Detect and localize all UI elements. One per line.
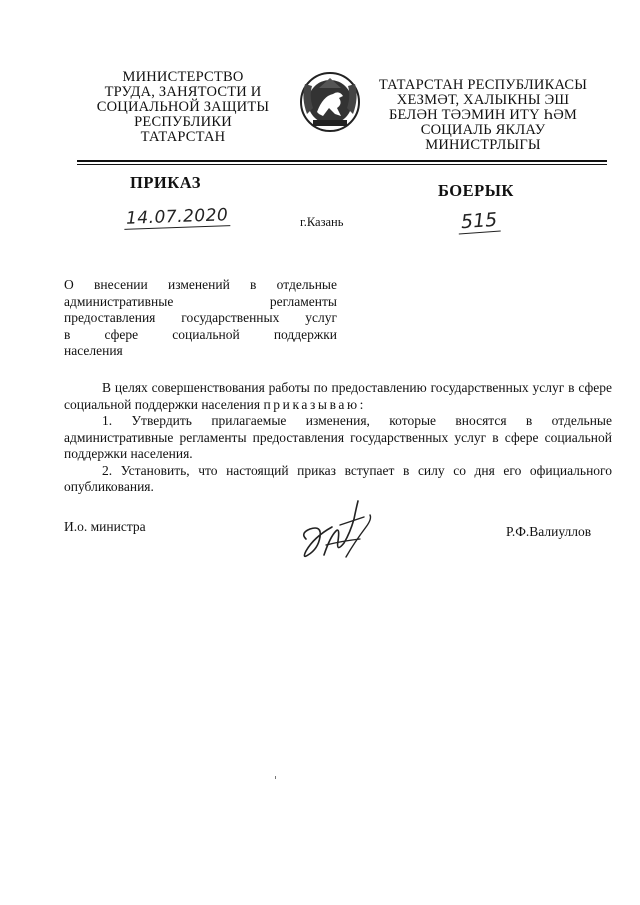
order-body bbox=[64, 380, 612, 496]
ministry-name-tatar bbox=[372, 78, 594, 153]
order-subject bbox=[64, 277, 337, 360]
order-keyword: приказываю: bbox=[263, 396, 367, 412]
ministry-name-line: БЕЛӘН ТӘЭМИН ИТҮ ҺӘМ bbox=[389, 107, 577, 123]
ministry-name-line: ТАТАРСТАН bbox=[140, 129, 226, 145]
ministry-name-line: СОЦИАЛЬНОЙ ЗАЩИТЫ bbox=[96, 99, 270, 115]
order-number: 515 bbox=[457, 209, 501, 235]
subject-line: населения bbox=[64, 343, 123, 358]
scan-artifact bbox=[275, 776, 276, 779]
subject-line: О внесении изменений в отдельные bbox=[64, 277, 337, 292]
body-item-2: 2. Установить, что настоящий приказ вступает в силу со дня его официального опубликования. bbox=[64, 462, 612, 494]
ministry-name-line: МИНИСТРЛЫГЫ bbox=[425, 137, 541, 153]
ministry-name-line: МИНИСТЕРСТВО bbox=[122, 69, 244, 85]
subject-line: административные регламенты bbox=[64, 293, 337, 309]
order-date: 14.07.2020 bbox=[124, 205, 231, 230]
body-intro-paragraph bbox=[64, 380, 612, 413]
subject-line: предоставления государственных услуг bbox=[64, 310, 337, 325]
tatarstan-coat-of-arms-icon bbox=[299, 68, 361, 136]
header-divider-thin bbox=[77, 164, 607, 165]
ministry-name-line: ТРУДА, ЗАНЯТОСТИ И bbox=[104, 84, 262, 100]
handwritten-signature-icon bbox=[296, 497, 378, 567]
ministry-name-line: РЕСПУБЛИКИ bbox=[134, 114, 232, 130]
document-title-russian: ПРИКАЗ bbox=[130, 173, 201, 192]
body-intro-text: В целях совершенствования работы по предоставлению государственных услуг в сфере социальной поддержки населения bbox=[64, 380, 612, 412]
order-city: г.Казань bbox=[300, 215, 344, 229]
ministry-name-line: ТАТАРСТАН РЕСПУБЛИКАСЫ bbox=[378, 77, 588, 93]
header-divider bbox=[77, 160, 607, 162]
ministry-name-russian bbox=[78, 70, 288, 145]
ministry-name-line: ХЕЗМӘТ, ХАЛЫКНЫ ЭШ bbox=[396, 92, 570, 108]
signatory-position: И.о. министра bbox=[64, 519, 146, 534]
subject-line: в сфере социальной поддержки bbox=[64, 326, 337, 342]
body-item-1: 1. Утвердить прилагаемые изменения, которые вносятся в отдельные административные регламенты предоставления государственных услуг в сфере социальной поддержки населения. bbox=[64, 413, 612, 461]
document-title-tatar: БОЕРЫК bbox=[438, 181, 514, 200]
signatory-name: Р.Ф.Валиуллов bbox=[506, 524, 592, 539]
ministry-name-line: СОЦИАЛЬ ЯКЛАУ bbox=[420, 122, 546, 138]
